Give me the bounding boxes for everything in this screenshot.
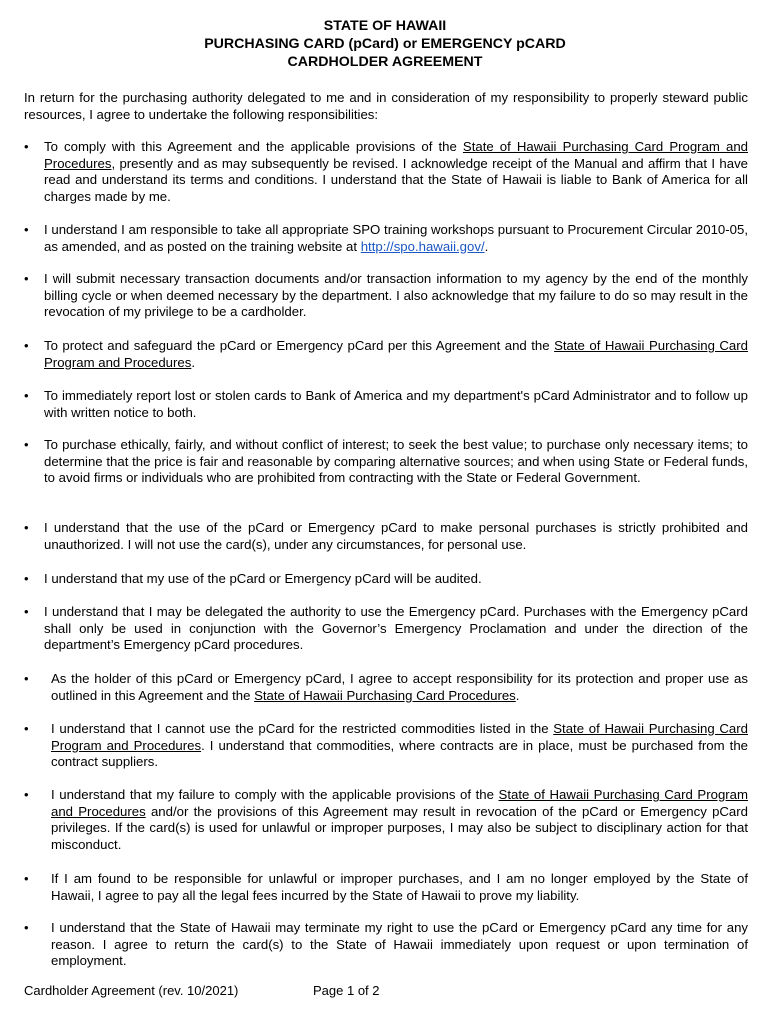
manual-reference: State of Hawaii Purchasing Card Program and Procedures: [44, 139, 748, 171]
footer-page-number: Page 1 of 2: [313, 983, 380, 998]
bullet-icon: [24, 787, 38, 804]
footer-revision: Cardholder Agreement (rev. 10/2021): [24, 983, 239, 998]
bullet-icon: [24, 920, 38, 937]
bullet-icon: [24, 520, 38, 537]
bullet-icon: [24, 139, 38, 156]
manual-reference: State of Hawaii Purchasing Card Procedures: [254, 687, 516, 703]
bullet-icon: [24, 721, 38, 738]
intro-paragraph: In return for the purchasing authority delegated to me and in consideration of my responsibility to properly steward public resources, I agree to undertake the following responsibilities:: [24, 90, 748, 122]
bullet-icon: [24, 437, 38, 454]
bullet-icon: [24, 271, 38, 288]
spo-training-link[interactable]: http://spo.hawaii.gov/: [360, 238, 485, 254]
bullet-icon: [24, 338, 38, 355]
bullet-icon: [24, 571, 38, 588]
bullet-icon: [24, 671, 38, 688]
title-line-1: STATE OF HAWAII: [323, 18, 447, 34]
bullet-icon: [24, 388, 38, 405]
bullet-icon: [24, 604, 38, 621]
bullet-icon: [24, 222, 38, 239]
document-title: [0, 17, 770, 71]
title-line-3: CARDHOLDER AGREEMENT: [287, 54, 483, 70]
manual-reference: State of Hawaii Purchasing Card Program and Procedures: [51, 787, 749, 819]
bullet-icon: [24, 871, 38, 888]
manual-reference: State of Hawaii Purchasing Card Program and Procedures: [51, 721, 748, 753]
title-line-2: PURCHASING CARD (pCard) or EMERGENCY pCARD: [204, 36, 566, 52]
manual-reference: State of Hawaii Purchasing Card Program and Procedures: [44, 338, 748, 370]
document-page: STATE OF HAWAII PURCHASING CARD (pCard) or EMERGENCY pCARD CARDHOLDER AGREEMENT In return for the purchasing authority delegated to me and in consideration of my responsibility to properly steward public resources, I agree to undertake the following responsibilities: • To comply with this Agreement and the applicable provisions of the State of Hawaii Purchasing Card Program and Procedures, presently and as may subsequently be revised. I acknowledge receipt of the Manual and affirm that I have read and understand its terms and conditions. I understand that the State of Hawaii is liable to Bank of America for all charges made by me. • I understand I am responsible to take all appropriate SPO training workshops pursuant to Procurement Circular 2010-05, as amended, and as posted on the training website at http://spo.hawaii.gov/. • I will submit necessary transaction documents and/or transaction information to my agency by the end of the monthly billing cycle or when deemed necessary by the department. I also acknowledge that my failure to do so may result in the revocation of my privilege to be a cardholder. • To protect and safeguard the pCard or Emergency pCard per this Agreement and the State of Hawaii Purchasing Card Program and Procedures. • To immediately report lost or stolen cards to Bank of America and my department's pCard Administrator and to follow up with written notice to both. • To purchase ethically, fairly, and without conflict of interest; to seek the best value; to purchase only necessary items; to determine that the price is fair and reasonable by comparing alternative sources; and when using State or Federal funds, to avoid firms or individuals who are prohibited from contracting with the State or Federal Government. • I understand that the use of the pCard or Emergency pCard to make personal purchases is strictly prohibited and unauthorized. I will not use the card(s), under any circumstances, for personal use. • I understand that my use of the pCard or Emergency pCard will be audited. • I understand that I may be delegated the authority to use the Emergency pCard. Purchases with the Emergency pCard shall only be used in conjunction with the Governor’s Emergency Proclamation and under the direction of the department’s Emergency pCard procedures. • As the holder of this pCard or Emergency pCard, I agree to accept responsibility for its protection and proper use as outlined in this Agreement and the State of Hawaii Purchasing Card Procedures. • I understand that I cannot use the pCard for the restricted commodities listed in the State of Hawaii Purchasing Card Program and Procedures. I understand that commodities, where contracts are in place, must be purchased from the contract suppliers. • I understand that my failure to comply with the applicable provisions of the State of Hawaii Purchasing Card Program and Procedures and/or the provisions of this Agreement may result in revocation of the pCard or Emergency pCard privileges. If the card(s) is used for unlawful or improper purposes, I may also be subject to disciplinary action for that misconduct. • If I am found to be responsible for unlawful or improper purchases, and I am no longer employed by the State of Hawaii, I agree to pay all the legal fees incurred by the State of Hawaii to prove my liability. • I understand that the State of Hawaii may terminate my right to use the pCard or Emergency pCard any time for any reason. I agree to return the card(s) to the State of Hawaii immediately upon request or upon termination of employment. Cardholder Agreement (rev. 10/2021) Page 1 of 2: [0, 0, 770, 1024]
